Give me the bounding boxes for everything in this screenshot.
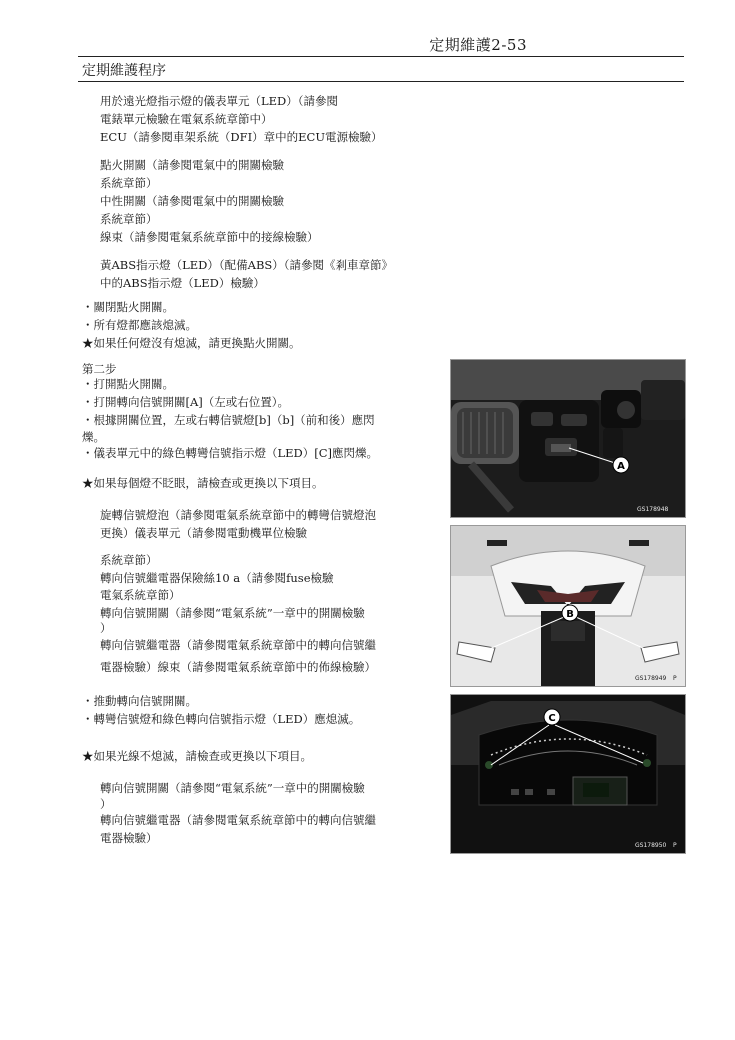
bullet-item: ・推動轉向信號開關。: [82, 694, 197, 708]
text-line: 系統章節）: [100, 553, 158, 567]
text-line: 系統章節）: [100, 176, 158, 190]
bullet-item: ・轉彎信號燈和綠色轉向信號指示燈（LED）應熄滅。: [82, 712, 361, 726]
figure-code: GS178950: [635, 842, 667, 849]
text-line: 黃ABS指示燈（LED）（配備ABS）（請參閱《剎車章節》: [100, 258, 394, 272]
bullet-item: ・打開點火開關。: [82, 377, 174, 391]
figure-instrument-cluster: [450, 694, 686, 854]
figure-code: GS178949: [635, 675, 667, 682]
text-line: 系統章節）: [100, 212, 158, 226]
bullet-item: ・根據開關位置，左或右轉信號燈[b]（b]（前和後）應閃: [82, 413, 375, 427]
text-line: 中性開關（請參閱電氣中的開關檢驗: [100, 194, 284, 208]
figure-turn-signal-switch: [450, 359, 686, 518]
text-line: 線束（請參閱電氣系統章節中的接線檢驗）: [100, 230, 319, 244]
bullet-item: ・所有燈都應該熄滅。: [82, 318, 197, 332]
figure-code-suffix: P: [673, 842, 677, 849]
text-line: 轉向信號繼電器（請參閱電氣系統章節中的轉向信號繼: [100, 638, 376, 652]
bullet-item-cont: 爍。: [82, 430, 105, 444]
callout-b-label: B: [566, 609, 574, 620]
figure-code-suffix: P: [673, 675, 677, 682]
text-line: 電錶單元檢驗在電氣系統章節中）: [100, 112, 273, 126]
header-rule: [78, 56, 684, 57]
text-line: 電器檢驗）: [100, 831, 158, 845]
text-line: ）: [100, 621, 112, 635]
section-rule: [78, 81, 684, 82]
callout-a-label: A: [617, 461, 625, 472]
text-line: 更換）儀表單元（請參閱電動機單位檢驗: [100, 526, 307, 540]
figure-rear-turn-signals: [450, 525, 686, 687]
callout-c-label: C: [548, 713, 556, 724]
text-line: 轉向信號開關（請參閱“電氣系統”一章中的開關檢驗: [100, 781, 365, 795]
section-title: 定期維護程序: [82, 63, 166, 79]
note-item: ★如果每個燈不眨眼，請檢查或更換以下項目。: [82, 476, 324, 490]
bullet-item: ・關閉點火開關。: [82, 300, 174, 314]
text-line: 中的ABS指示燈（LED）檢驗）: [100, 276, 265, 290]
text-line: 轉向信號開關（請參閱“電氣系統”一章中的開關檢驗: [100, 606, 365, 620]
bullet-item: ・打開轉向信號開關[A]（左或右位置）。: [82, 395, 290, 409]
note-item: ★如果任何燈沒有熄滅，請更換點火開關。: [82, 336, 301, 350]
page-title: 定期維護2-53: [429, 36, 527, 54]
text-line: 旋轉信號燈泡（請參閱電氣系統章節中的轉彎信號燈泡: [100, 508, 376, 522]
text-line: 轉向信號繼電器（請參閱電氣系統章節中的轉向信號繼: [100, 813, 376, 827]
text-line: ）: [100, 797, 112, 811]
text-line: ECU（請參閱車架系統（DFI）章中的ECU電源檢驗）: [100, 130, 383, 144]
text-line: 用於遠光燈指示燈的儀表單元（LED）（請參閱: [100, 94, 338, 108]
figure-code: GS178948: [637, 506, 669, 513]
text-line: 轉向信號繼電器保險絲10 a（請參閱fuse檢驗: [100, 571, 334, 585]
text-line: 電氣系統章節）: [100, 588, 181, 602]
note-item: ★如果光線不熄滅，請檢查或更換以下項目。: [82, 749, 312, 763]
step-heading: 第二步: [82, 362, 117, 376]
bullet-item: ・儀表單元中的綠色轉彎信號指示燈（LED）[C]應閃爍。: [82, 446, 379, 460]
text-line: 電器檢驗）線束（請參閱電氣系統章節中的佈線檢驗）: [100, 660, 376, 674]
text-line: 點火開關（請參閱電氣中的開關檢驗: [100, 158, 284, 172]
